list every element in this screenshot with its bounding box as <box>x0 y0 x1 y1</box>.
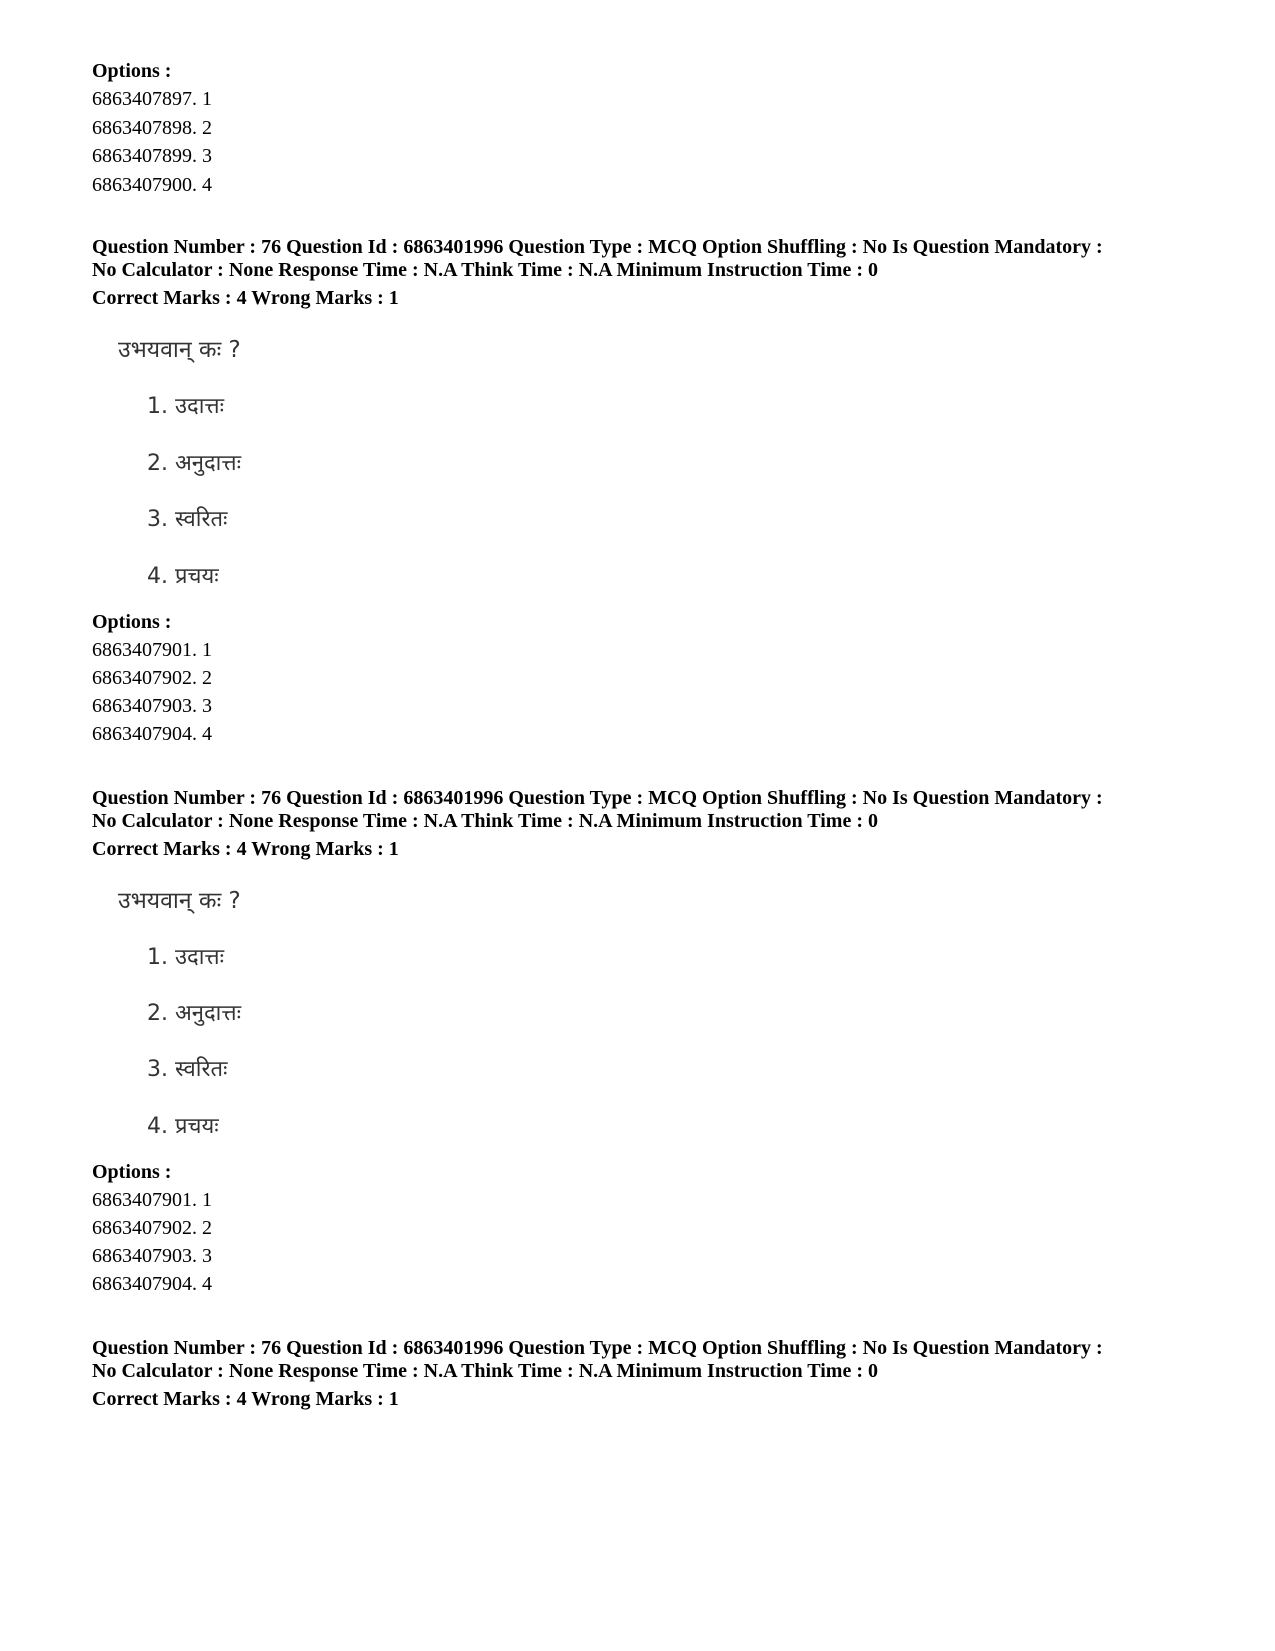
options-heading: Options : <box>92 1161 172 1183</box>
question-choice: 1. उदात्तः <box>147 394 225 419</box>
options-heading: Options : <box>92 60 172 82</box>
question-meta: No Calculator : None Response Time : N.A Think Time : N.A Minimum Instruction Time : 0 <box>92 1360 878 1382</box>
question-choice: 2. अनुदात्तः <box>147 451 242 476</box>
question-text: उभयवान् कः ? <box>118 337 241 363</box>
question-marks: Correct Marks : 4 Wrong Marks : 1 <box>92 1388 399 1410</box>
question-meta: Question Number : 76 Question Id : 6863401996 Question Type : MCQ Option Shuffling : No Is Question Mandatory : <box>92 787 1103 809</box>
question-meta: No Calculator : None Response Time : N.A Think Time : N.A Minimum Instruction Time : 0 <box>92 259 878 281</box>
question-choice: 1. उदात्तः <box>147 945 225 970</box>
option-id: 6863407901. 1 <box>92 639 212 661</box>
option-id: 6863407900. 4 <box>92 174 212 196</box>
option-id: 6863407904. 4 <box>92 1273 212 1295</box>
option-id: 6863407903. 3 <box>92 1245 212 1267</box>
question-meta: Question Number : 76 Question Id : 6863401996 Question Type : MCQ Option Shuffling : No Is Question Mandatory : <box>92 236 1103 258</box>
question-marks: Correct Marks : 4 Wrong Marks : 1 <box>92 838 399 860</box>
question-choice: 2. अनुदात्तः <box>147 1001 242 1026</box>
question-choice: 3. स्वरितः <box>147 507 228 532</box>
option-id: 6863407901. 1 <box>92 1189 212 1211</box>
option-id: 6863407898. 2 <box>92 117 212 139</box>
option-id: 6863407902. 2 <box>92 667 212 689</box>
question-text: उभयवान् कः ? <box>118 888 241 914</box>
option-id: 6863407903. 3 <box>92 695 212 717</box>
question-meta: Question Number : 76 Question Id : 6863401996 Question Type : MCQ Option Shuffling : No Is Question Mandatory : <box>92 1337 1103 1359</box>
option-id: 6863407902. 2 <box>92 1217 212 1239</box>
question-choice: 4. प्रचयः <box>147 1114 219 1139</box>
option-id: 6863407897. 1 <box>92 88 212 110</box>
question-choice: 3. स्वरितः <box>147 1057 228 1082</box>
option-id: 6863407904. 4 <box>92 723 212 745</box>
question-marks: Correct Marks : 4 Wrong Marks : 1 <box>92 287 399 309</box>
option-id: 6863407899. 3 <box>92 145 212 167</box>
question-meta: No Calculator : None Response Time : N.A Think Time : N.A Minimum Instruction Time : 0 <box>92 810 878 832</box>
options-heading: Options : <box>92 611 172 633</box>
question-choice: 4. प्रचयः <box>147 564 219 589</box>
